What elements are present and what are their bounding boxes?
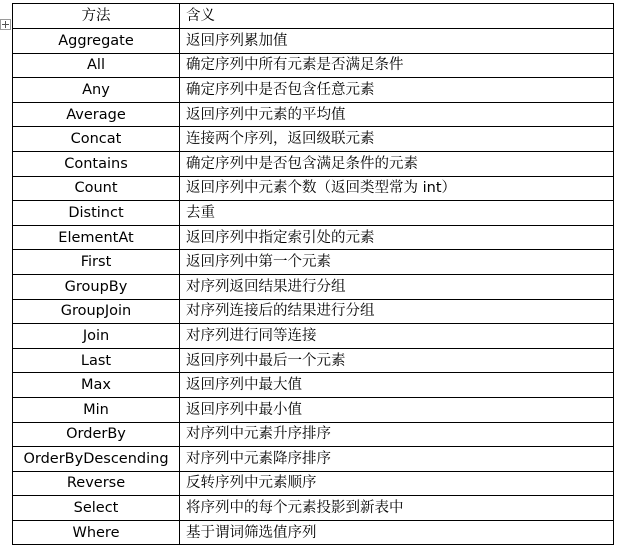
method-name-cell: ElementAt (13, 225, 180, 250)
method-name-cell: Concat (13, 127, 180, 152)
table-row (13, 324, 614, 349)
method-name-cell: Count (13, 176, 180, 201)
table-row (13, 102, 614, 127)
method-description-cell: 返回序列中最后一个元素 (180, 348, 614, 373)
method-description-cell: 连接两个序列，返回级联元素 (180, 127, 614, 152)
table-row (13, 397, 614, 422)
table-row (13, 127, 614, 152)
method-name-cell: Where (13, 520, 180, 545)
method-name-cell: All (13, 53, 180, 78)
method-description-cell: 对序列连接后的结果进行分组 (180, 299, 614, 324)
method-description-cell: 返回序列中最大值 (180, 373, 614, 398)
method-description-cell: 对序列中元素降序排序 (180, 447, 614, 472)
table-row (13, 151, 614, 176)
method-name-cell: Average (13, 102, 180, 127)
table-row (13, 422, 614, 447)
method-name-cell: OrderBy (13, 422, 180, 447)
method-description-cell: 对序列进行同等连接 (180, 324, 614, 349)
linq-methods-table (12, 3, 614, 545)
table-header-row (13, 4, 614, 29)
method-name-cell: GroupBy (13, 274, 180, 299)
table-row (13, 274, 614, 299)
table-row (13, 299, 614, 324)
method-description-cell: 基于谓词筛选值序列 (180, 520, 614, 545)
table-row (13, 29, 614, 54)
method-name-cell: Reverse (13, 471, 180, 496)
method-description-cell: 返回序列中第一个元素 (180, 250, 614, 275)
method-name-cell: Distinct (13, 201, 180, 226)
table-row (13, 176, 614, 201)
method-description-cell: 返回序列中元素的平均值 (180, 102, 614, 127)
method-description-cell: 反转序列中元素顺序 (180, 471, 614, 496)
plus-move-icon (1, 20, 10, 29)
method-name-cell: Aggregate (13, 29, 180, 54)
method-description-cell: 去重 (180, 201, 614, 226)
method-description-cell: 确定序列中是否包含满足条件的元素 (180, 151, 614, 176)
method-description-cell: 对序列中元素升序排序 (180, 422, 614, 447)
method-description-cell: 对序列返回结果进行分组 (180, 274, 614, 299)
method-name-cell: Max (13, 373, 180, 398)
method-name-cell: OrderByDescending (13, 447, 180, 472)
method-name-cell: Join (13, 324, 180, 349)
method-name-cell: Contains (13, 151, 180, 176)
method-description-cell: 确定序列中是否包含任意元素 (180, 78, 614, 103)
method-description-cell: 返回序列中指定索引处的元素 (180, 225, 614, 250)
table-row (13, 496, 614, 521)
table-body (13, 29, 614, 545)
column-header-description: 含义 (180, 4, 614, 29)
table-row (13, 520, 614, 545)
table-row (13, 348, 614, 373)
method-description-cell: 将序列中的每个元素投影到新表中 (180, 496, 614, 521)
table-row (13, 225, 614, 250)
method-name-cell: Select (13, 496, 180, 521)
table-row (13, 250, 614, 275)
table-row (13, 201, 614, 226)
table-row (13, 78, 614, 103)
table-move-handle[interactable] (0, 19, 11, 30)
method-name-cell: Min (13, 397, 180, 422)
method-name-cell: Last (13, 348, 180, 373)
method-name-cell: GroupJoin (13, 299, 180, 324)
method-description-cell: 返回序列中最小值 (180, 397, 614, 422)
table-row (13, 373, 614, 398)
method-name-cell: Any (13, 78, 180, 103)
table-row (13, 53, 614, 78)
table-row (13, 471, 614, 496)
method-name-cell: First (13, 250, 180, 275)
method-description-cell: 确定序列中所有元素是否满足条件 (180, 53, 614, 78)
method-description-cell: 返回序列中元素个数（返回类型常为 int） (180, 176, 614, 201)
table-row (13, 447, 614, 472)
method-description-cell: 返回序列累加值 (180, 29, 614, 54)
column-header-method: 方法 (13, 4, 180, 29)
